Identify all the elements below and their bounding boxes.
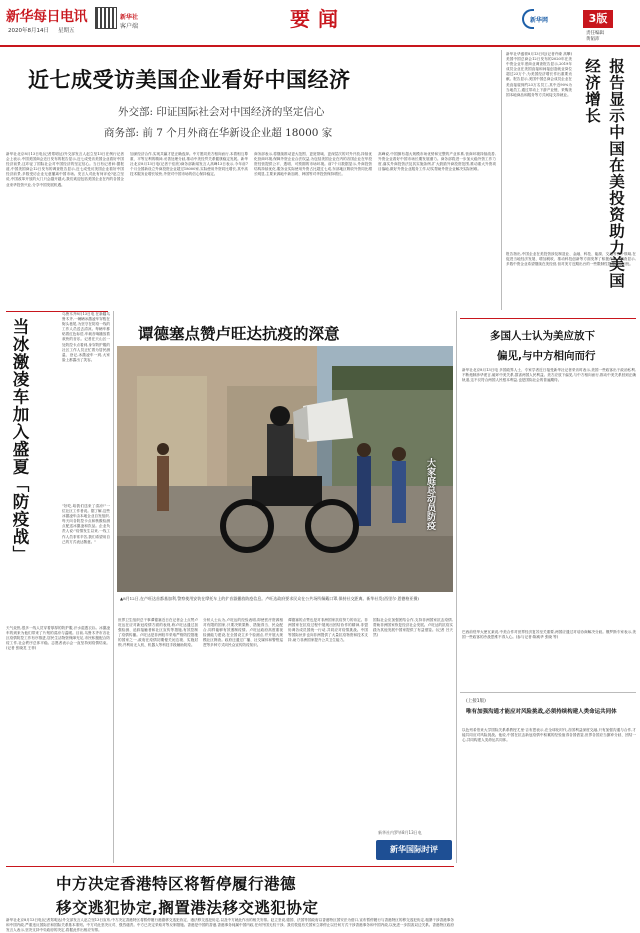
paper-name-logo: 新华每日电讯 <box>6 9 87 25</box>
right-mid-title-1: 多国人士认为美应放下 <box>490 330 595 342</box>
right-small-body: 以色列希伯来大学国际关系系教授尤里·吉布恩表示,在全球化时代,各国利益深度交融,只有加强沟通与合作,才能共同应对风险挑战。他说,中国在抗击新冠疫情中积累的经验值得各国借鉴,世界各国应当摒弃分歧、团结一心,共同构建人类命运共同体。 <box>462 728 636 743</box>
bottom-headline-1: 中方决定香港特区将暂停履行港德 <box>56 875 297 893</box>
photo-caption: ▲8月12日,在卢旺达首都基加利,警察使用安装在摩托车上的扩音器播放防疫信息。卢旺达政府要求民众在公共场所佩戴口罩,保持社交距离。新华社发(西里尔·恩德格亚摄) <box>120 596 419 601</box>
photo-sign-text: 大家庭总动员防疫 <box>425 458 435 530</box>
main-body-col-1: 新华社北京8月13日电(记者郑明达)外交部发言人赵立坚13日在例行记者会上表示,中国美国商会近日发布的报告显示,近七成受访美国企业看好中国经济前景,这印证了国际社会对中国经济的坚定信心。当日有记者问:据报道,中国美国商会12日发布的调查报告显示,近七成受访美国企业看好中国经济前景,多数受访企业无意撤离中国市场。发言人对此有何评论?赵立坚说,中国改革开放的大门只会越开越大,我们欢迎包括美国企业在内的各国企业来华投资兴业,分享中国发展机遇。 <box>6 152 124 187</box>
app-label-2: 客户端 <box>120 23 139 30</box>
col-divider-left <box>113 311 114 863</box>
masthead <box>0 0 640 44</box>
right-story-body-top: 新华社华盛顿8月13日电(记者许缘 高攀)美国中国总商会12日发布的2020年在美中资企业年度商业调查报告显示,2019年成员企业在美国直接和间接创造就业岗位超过23万个,为美国经济增长作出重要贡献。报告显示,美国中国总商会成员企业在美直接雇佣约23万名员工,其中近90%为当地员工,通过带动上下游产业链、采购美国本地商品和服务等方式间接支持就业。 <box>506 52 572 97</box>
left-story-body-top: 乌鲁木齐8月13日电 在新疆乌鲁木齐,一辆辆冰激凌车穿梭在街头巷尾,为坚守在防疫一线的工作人员送去清凉。每辆车都贴着红色标语,车载音响播放着欢快的音乐。记者在天山区一处防控卡点看到,身穿防护服的社区工作人员正忙着为居民测温、登记,冰激凌车一到,大家脸上都露出了笑容。 <box>62 312 110 362</box>
commentary-badge <box>376 840 452 860</box>
left-story-body-mid: "好吃,给我们送来了清凉!"一位社区工作者说。据了解,这些冰激凌车由本地企业自发组织,每天向各防控卡点和核酸检测点配送冰激凌和饮品。企业负责人说:"疫情发生以来,一线工作人员非常辛苦,我们希望用自己的方式表达敬意。" <box>62 504 110 544</box>
main-body-col-4: 高峰说,中国拥有超大规模市场优势和完整的产业体系,营商环境持续改善,外资企业看好中国市场长期发展潜力。商务部将进一步加大稳外资工作力度,落实外商投资法及其实施条例,扩大鼓励外商投资范围,推动重大外资项目落地,做好外资企业服务工作,切实帮助外资企业解决实际困难。 <box>378 152 496 172</box>
editor-name: 黄韬沛 <box>586 37 600 42</box>
editor-label: 责任编辑 <box>586 31 604 36</box>
continued-label: (上接1版) <box>466 699 486 704</box>
bottom-story-rule <box>6 866 454 867</box>
right-mid-title-2: 偏见,与中方相向而行 <box>497 350 596 362</box>
right-mid-rule <box>460 318 636 319</box>
app-label-1: 新华社 <box>120 14 139 21</box>
right-story-body-col-2: 报告指出,中国企业在美投资涉及制造业、金融、科技、能源、交通等多个领域,在促进当地经济发展、增加税收、推动科技创新等方面发挥了积极作用。调查显示,多数中资企业希望继续在美经营,但对美方近期出台的一些限制性措施表示担忧。 <box>506 252 636 267</box>
photo-story-body-col-4: 国际社会应加强团结合作,支持非洲国家抗击疫情,帮助非洲国家恢复经济社会发展。卢旺达的抗疫实践为其他发展中国家提供了有益借鉴。(记者 吕天然) <box>373 618 453 638</box>
right-small-title: 唯有加强沟通才能应对风险挑战,必须持续构建人类命运共同体 <box>466 709 617 715</box>
main-subheadline-2: 商务部: 前 7 个月外商在华新设企业超 18000 家 <box>104 127 333 139</box>
col-divider-right <box>501 50 502 310</box>
photo-story-body-col-3: 谭德塞的点赞也是对非洲国家抗疫努力的肯定。非洲国家在抗疫过程中展现出团结协作的精神,非盟协调各成员国统一行动,共同应对疫情挑战。中国等国际伙伴也向非洲提供了大量抗疫物资和技术支持,助力非洲国家提升公共卫生能力。 <box>288 618 368 643</box>
col-divider-right-lower <box>456 311 457 863</box>
main-body-col-2: 加深经济合作,实现共赢才是正确选择。中方愿同美方相向而行,本着相互尊重、平等互利的精神,妥善处理分歧,推动中美经贸关系健康稳定发展。新华社北京8月13日电(记者于佳欣)商务部新闻发言人高峰13日表示,今年前7个月全国新设立外商投资企业超过18000家,实际使用外资同比增长,其中高技术服务业增长较快,外资对中国市场的信心保持稳定。 <box>130 152 248 177</box>
news-photo-illustration <box>117 346 453 592</box>
masthead-rule <box>0 45 640 47</box>
main-headline: 近七成受访美国企业看好中国经济 <box>28 68 351 92</box>
left-story-body-bottom: 天气炎热,很多一线人员穿着厚厚的防护服,汗水湿透衣衫。冰激凌车的到来为他们带来了片刻的清凉与温暖。目前,乌鲁木齐市各社区疫情防控工作有序推进,居民生活物资保障充足,市民积极配合防疫工作,社会秩序总体平稳。志愿者表示会一直坚持到疫情结束。(记者 张晓龙 王菲) <box>6 626 110 651</box>
right-mid-body: 新华社北京8月13日电 多国政界人士、专家学者近日接受新华社记者采访时表示,美国一些政客出于政治私利,不断炮制涉华谎言,破坏中美关系,损害两国人民利益。美方应放下偏见,与中方相向而行,推动中美关系回到正确轨道,这不仅符合两国人民根本利益,也是国际社会的普遍期待。 <box>462 368 636 383</box>
left-story-title: 当冰激凌车加入盛夏「防疫战」 <box>10 318 29 563</box>
right-small-rule <box>460 692 636 693</box>
photo-story-body-col-1: 世界卫生组织总干事谭德塞近日在记者会上点赞卢旺达在应对新冠疫情方面的表现,称卢旺达通过加强检测、追踪接触者和社区宣传等措施,有效控制了疫情传播。卢旺达是非洲较早采取严格防控措施的国家之一,政府在疫情初期便关闭边境、实施封锁,并利用无人机、机器人等科技手段辅助防疫。 <box>118 618 198 648</box>
photo-story-title: 谭德塞点赞卢旺达抗疫的深意 <box>138 325 340 343</box>
photo-story-body-col-2: 分析人士认为,卢旺达的经验表明,即使医疗资源相对有限的国家,只要决策果断、措施得当、民众配合,同样能够有效遏制疫情。卢旺达政府高度重视检测能力建设,在全国设立多个检测点,并开展大规模社区筛查。政府还通过广播、社交媒体和警察巡逻等多种方式向民众宣传防疫知识。 <box>203 618 283 648</box>
xinhua-net-logo-text: 新华网 <box>530 17 549 24</box>
news-photo-rwanda <box>117 346 453 592</box>
section-title: 要闻 <box>290 7 346 31</box>
bottom-headline-2: 移交逃犯协定,搁置港法移交逃犯协定 <box>56 899 319 917</box>
right-story-title: 报告显示中国在美投资助力美国经济增长 <box>583 58 625 289</box>
main-subheadline-1: 外交部: 印证国际社会对中国经济的坚定信心 <box>118 106 325 118</box>
bottom-story-body: 新华社北京8月13日电(记者郑明达)外交部发言人赵立坚13日宣布,中方决定香港特区将暂停履行港德移交逃犯协定、港法移交逃犯协定,以及中方就此作出的相关安排。赵立坚说,德国、法国等国政府以香港特区国安法为借口,宣布暂停履行与香港特区的移交逃犯协定,粗暴干涉香港事务和中国内政,严重违反国际法和国际关系基本准则。中方对此坚决反对、强烈谴责。中方已决定采取对等反制措施。香港是中国的香港,香港事务纯属中国内政,任何外国无权干涉。我们敦促有关国家立即停止以任何方式干涉香港事务和中国内政,以免进一步损害双边关系。香港特区政府发言人表示,坚决支持中央政府的决定,将据此作出相应安排。 <box>6 918 454 933</box>
qr-code-icon <box>95 7 117 29</box>
main-body-col-3: 商务部表示,将继续推动更大范围、更宽领域、更深层次的对外开放,持续优化营商环境,保障外资企业合法权益,为包括美国企业在内的各国企业在华投资经营提供公平、透明、可预期的市场环境。前7个月数据显示,外商投资结构持续优化,服务业实际使用外资占比超过七成,东部地区吸收外资同比增长明显,主要来源地中新加坡、韩国等对华投资保持增长。 <box>254 152 372 177</box>
issue-weekday: 星期五 <box>58 28 75 34</box>
xinhua-net-logo <box>522 9 552 33</box>
right-lower-body: 巴西前驻华大使瓦莱说,中美合作对世界经济复苏至关重要,两国应通过对话协商解决分歧。俄罗斯专家表示,美国一些政客的冷战思维不得人心。(参与记者:陈威华 张晓 等) <box>462 630 636 640</box>
commentary-badge-text: 新华国际时评 <box>390 845 438 854</box>
page-number-badge: 3版 <box>583 10 613 28</box>
issue-date: 2020年8月14日 <box>8 28 49 34</box>
photo-story-author: 新华社内罗毕8月13日电 <box>378 830 422 835</box>
